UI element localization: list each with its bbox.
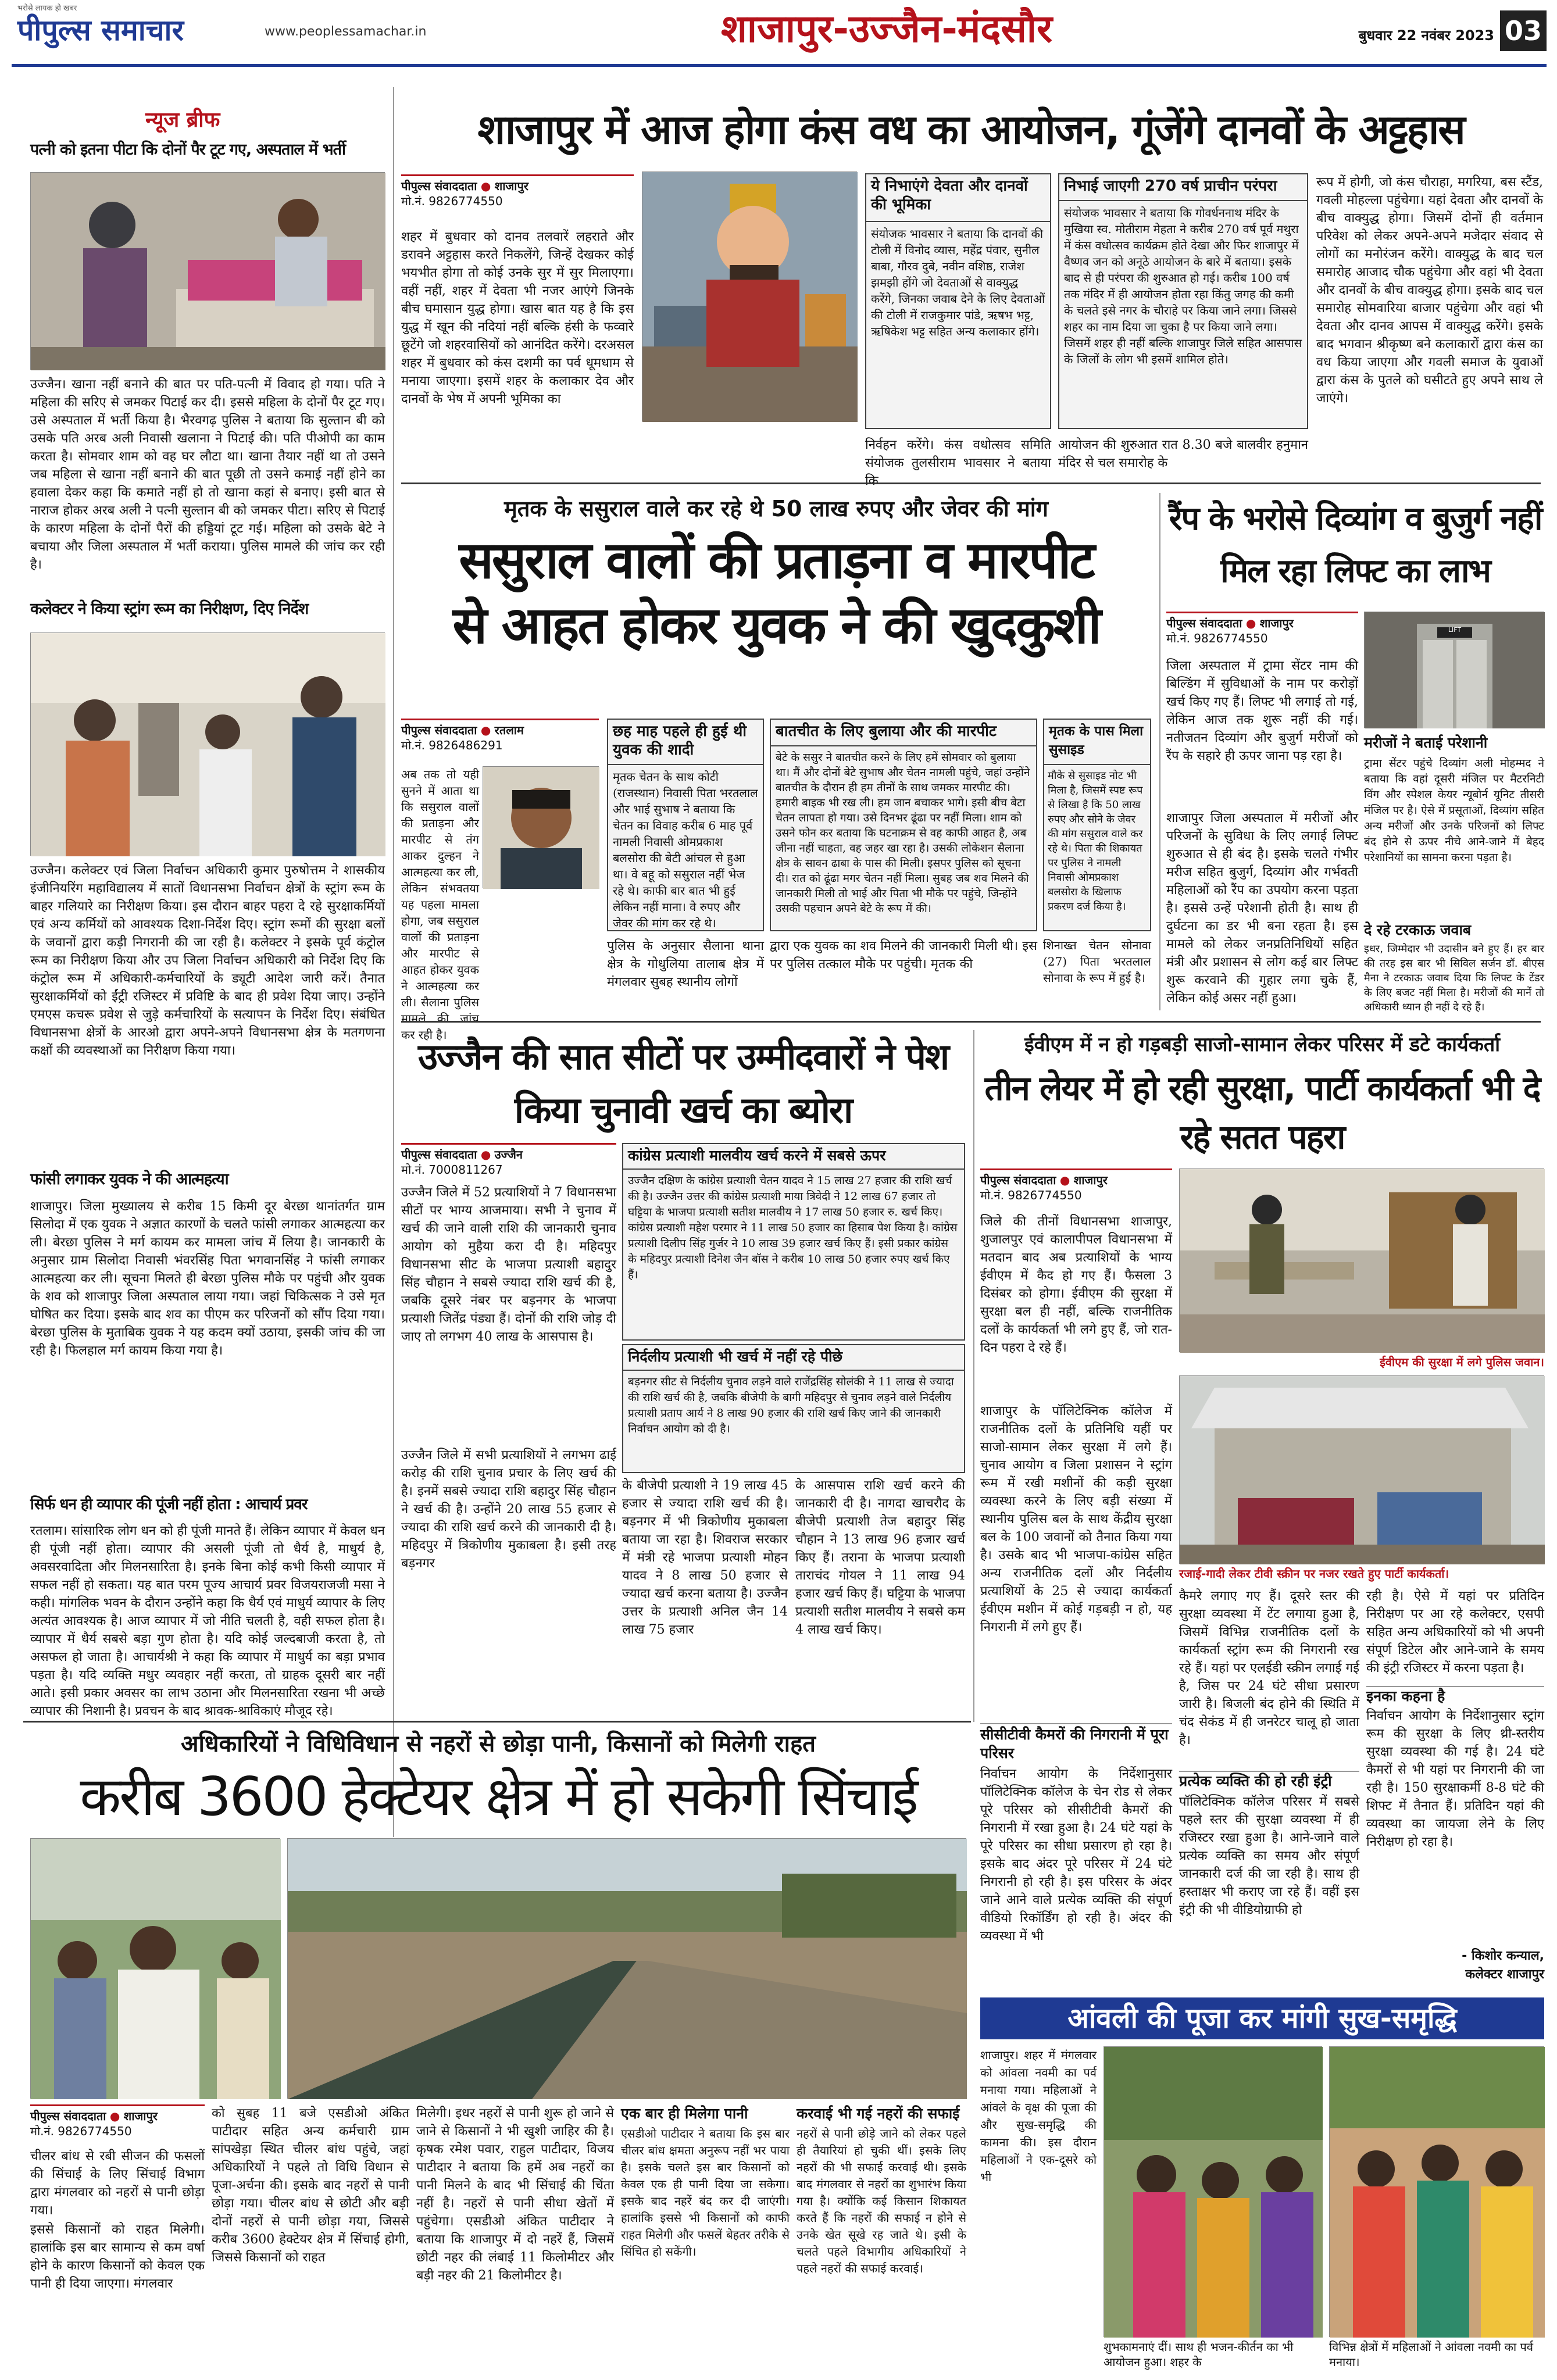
masthead-rule: [12, 64, 1547, 67]
canal-cleaning-heading: करवाई भी गई नहरों की सफाई: [797, 2105, 960, 2122]
brief-headline-4: सिर्फ धन ही व्यापार की पूंजी नहीं होता : आचार्य प्रवर: [30, 1496, 308, 1513]
evm-byline-mobile: मो.नं. 9826774550: [980, 1188, 1082, 1202]
suicide-byline-place: रतलाम: [494, 723, 524, 737]
kans-body-col1: शहर में बुधवार को दानव तलवारें लहराते और डरावने अट्टहास करते निकलेंगे, जिन्हें देखकर कोई भयभीत होगा तो कोई उनके सुर में सुर मिलाएगा। वहीं नहीं, शहर में देवता भी नजर आएंगे जिनके बीच घमासान युद्ध होगा। खास बात यह है कि इस युद्ध में खून की नदियां नहीं बल्कि हंसी के फव्वारे छूटेंगे जो शहरवासियों को आनंदित करेंगे। दरअसल शहर में बुधवार को कंस दशमी का पर्व धूमधाम से मनाया जाएगा। इसमें शहर के कलाकार देव और दानवों के भेष में अपनी भूमिका का: [401, 230, 634, 406]
issue-date: बुधवार 22 नवंबर 2023: [1358, 27, 1494, 44]
suicide-assault-box: [770, 719, 1037, 931]
kans-roles-title: ये निभाएंगे देवता और दानवों की भूमिका: [866, 174, 1050, 222]
kans-effigy-photo: [642, 171, 857, 421]
ramp-byline-name: पीपुल्स संवाददाता: [1166, 616, 1242, 630]
amla-body: शाजापुर। शहर में मंगलवार को आंवला नवमी का पर्व मनाया गया। महिलाओं ने आंवले के वृक्ष की पूजा की और सुख-समृद्धि की कामना की। इस दौरान महिलाओं ने एक-दूसरे को भी: [980, 2048, 1097, 2184]
kans-roles-tail: निर्वहन करेंगे। कंस वधोत्सव समिति संयोजक तुलसीराम भावसार ने बताया कि: [865, 438, 1051, 488]
suicide-headline-1: ससुराल वालों की प्रताड़ना व मारपीट: [459, 530, 1094, 590]
evm-byline-place: शाजापुर: [1073, 1173, 1108, 1187]
ujjain-byline-mobile: मो.नं. 7000811267: [401, 1163, 503, 1177]
kans-tradition-tail: आयोजन की शुरुआत रात 8.30 बजे बालवीर हनुमान मंदिर से चल समारोह के: [1058, 438, 1308, 470]
evm-statement-designation: कलेक्टर शाजापुर: [1465, 1967, 1544, 1982]
ramp-patients-body: ट्रामा सेंटर पहुंचे दिव्यांग अली मोहम्मद ने बताया कि वहां दूसरी मंजिल पर मैटरनिटी विंग और स्पेशल केयर न्यूबोर्न यूनिट तीसरी मंजिल पर है। ऐसे में प्रसूताओं, दिव्यांग सहित अन्य मरीजों और उनके परिजनों को लिफ्ट बंद होने से ऊपर नीचे आने-जाने में बेहद परेशानियों का सामना करना पड़ता है।: [1364, 757, 1544, 864]
kans-byline-mobile: मो.नं. 9826774550: [401, 194, 503, 208]
section-title: शाजापुर-उज्जैन-मंदसौर: [720, 6, 1053, 51]
evm-statement-body: निर्वाचन आयोग के निर्देशानुसार स्ट्रांग रूम की सुरक्षा के लिए थ्री-स्तरीय सुरक्षा व्यवस्था की गई है। 24 घंटे कैमरों से भी यहां पर निगरानी की जा रही है। 150 सुरक्षाकर्मी 8-8 घंटे की शिफ्ट में तैनात हैं। प्रतिदिन यहां की व्यवस्था का जायजा लेने के लिए निरीक्षण हो रहा है।: [1366, 1709, 1544, 1849]
evm-body-col4: रही है। ऐसे में यहां पर प्रतिदिन निरीक्षण पर आ रहे कलेक्टर, एसपी सहित अन्य अधिकारियों को भी अपनी संपूर्ण डिटेल और आने-जाने के समय की इंट्री रजिस्टर में करना पड़ता है।: [1366, 1589, 1544, 1675]
suicide-assault-body: बेटे के ससुर ने बातचीत करने के लिए हमें सोमवार को बुलाया था। मैं और दोनों बेटे सुभाष और चेतन नामली पहुंचे, जहां उन्होंने बातचीत के दौरान ही हम तीनों के साथ जमकर मारपीट की। हमारी बाइक भी रख ली। हम जान बचाकर भागे। इसी बीच बेटा चेतन लापता हो गया। उसे दिनभर ढूंढा पर नहीं मिला। शाम को उसने फोन कर बताया कि घटनाक्रम से वह काफी आहत है, अब जीना नहीं चाहता, वह जहर खा रहा है। उसकी लोकेशन सैलाना क्षेत्र के सावन ढाबा के पास की मिली। इसपर पुलिस को सूचना दी। रात को ढूंढा मगर चेतन नहीं मिला। सुबह जब शव मिलने की जानकारी मिली तो भाई और पिता भी मौके पर पहुंचे, जिन्होंने उसकी पहचान अपने बेटे के रूप में की।: [776, 751, 1030, 915]
ujjain-byline: [401, 1143, 616, 1181]
canal-water-photo: [287, 1838, 966, 2099]
suicide-byline-mobile: मो.नं. 9826486291: [401, 738, 503, 752]
ramp-headline: रैंप के भरोसे दिव्यांग व बुजुर्ग नहीं मिल रहा लिफ्ट का लाभ: [1169, 500, 1542, 590]
evm-byline-dot: ●: [1059, 1173, 1070, 1187]
ujjain-independent-box: [622, 1344, 965, 1473]
evm-police-photo: [1179, 1168, 1544, 1352]
evm-workers-photo-art: [1180, 1376, 1545, 1564]
lift-photo: [1364, 612, 1544, 728]
kans-byline-name: पीपुल्स संवाददाता: [401, 179, 477, 193]
canal-byline-place: शाजापुर: [123, 2109, 158, 2123]
brand-logo: पीपुल्स समाचार: [17, 13, 184, 47]
kans-headline: शाजापुर में आज होगा कंस वध का आयोजन, गूंजेंगे दानवों के अट्टहास: [477, 106, 1465, 153]
suicide-marriage-body: मृतक चेतन के साथ कोटी (राजस्थान) निवासी पिता भरतलाल और भाई सुभाष ने बताया कि चेतन का विवाह करीब 6 माह पूर्व नामली निवासी ओमप्रकाश बलसोरा की बेटी आंचल से हुआ था। वे बहू को ससुराल नहीं भेज रहे थे। काफी बार बात भी हुई लेकिन नहीं माना। वे रुपए और जेवर की मांग कर रहे थे।: [613, 770, 758, 930]
canal-headline: करीब 3600 हेक्टेयर क्षेत्र में हो सकेगी सिंचाई: [80, 1766, 917, 1828]
suicide-rule: [401, 1021, 1541, 1023]
brief-body-3: शाजापुर। जिला मुख्यालय से करीब 15 किमी दूर बेरछा थानांतर्गत ग्राम सिलोदा में एक युवक ने अज्ञात कारणों के चलते फांसी लगाकर आत्महत्या कर ली। बेरछा पुलिस ने मर्ग कायम कर मामला जांच में लिया है। जानकारी के अनुसार ग्राम सिलोदा निवासी भंवरसिंह पिता भगवानसिंह ने फांसी लगाकर आत्महत्या कर ली। सूचना मिलते ही बेरछा पुलिस मौके पर पहुंची और युवक के शव को शाजापुर जिला अस्पताल लाया गया। जहां चिकित्सक ने उसे मृत घोषित कर दिया। इसके बाद शव का पीएम कर परिजनों को सौंप दिया गया। बेरछा पुलिस के मुताबिक युवक ने यह कदम क्यों उठाया, इसकी जांच की जा रही है। फिलहाल मर्ग कायम किया गया है।: [30, 1199, 385, 1358]
canal-puja-photo: [30, 1838, 280, 2099]
evm-body-col1b: शाजापुर के पॉलिटेक्निक कॉलेज में राजनीतिक दलों के प्रतिनिधि यहीं पर साजो-सामान लेकर सुरक्षा में लगे हैं। चुनाव आयोग व जिला प्रशासन ने स्ट्रांग रूम में रखी मशीनों की कड़ी सुरक्षा व्यवस्था करने के लिए बड़ी संख्या में स्थानीय पुलिस बल के साथ केंद्रीय सुरक्षा बल के 100 जवानों को तैनात किया गया है। उसके बाद भी भाजपा-कांग्रेस सहित अन्य राजनीतिक दलों और निर्दलीय प्रत्याशियों के 25 से ज्यादा कार्यकर्ता ईवीएम मशीन में कोई गड़बड़ी न हो, यह निगरानी में लगे हुए हैं।: [980, 1404, 1172, 1635]
evm-workers-caption: रजाई-गादी लेकर टीवी स्क्रीन पर नजर रखते हुए पार्टी कार्यकर्ता।: [1179, 1567, 1449, 1581]
canal-rule: [23, 1721, 971, 1723]
ramp-patients-heading: मरीजों ने बताई परेशानी: [1364, 734, 1488, 751]
evm-workers-photo: [1179, 1375, 1544, 1564]
suicide-assault-title: बातचीत के लिए बुलाया और की मारपीट: [771, 720, 1036, 746]
evm-body-col1: जिले की तीनों विधानसभा शाजापुर, शुजालपुर एवं कालापीपल विधानसभा में मतदान बाद अब प्रत्याशियों के भाग्य ईवीएम में कैद हो गए हैं। फैसला 3 दिसंबर को होगा। ईवीएम की सुरक्षा में सुरक्षा बल ही नहीं, बल्कि राजनीतिक दलों के कार्यकर्ता भी लगे हुए हैं, जो रात-दिन पहरा दे रहे हैं।: [980, 1214, 1172, 1355]
evm-statement-heading: इनका कहना है: [1366, 1686, 1544, 1706]
suicide-byline-dot: ●: [480, 723, 491, 737]
ujjain-body-col3: के बीजेपी प्रत्याशी ने 19 लाख 45 हजार से ज्यादा राशि खर्च की है। बड़नगर में भी त्रिकोणीय मुकाबला बताया जा रहा है। शिवराज सरकार में मंत्री रहे भाजपा प्रत्याशी मोहन यादव ने 8 लाख 50 हजार से ज्यादा खर्च करना बताया है। उज्जैन उत्तर के प्रत्याशी अनिल जैन 14 लाख 75 हजार: [622, 1478, 788, 1637]
amla-photo-2: [1329, 2046, 1544, 2337]
canal-body-col1: चीलर बांध से रबी सीजन की फसलों की सिंचाई के लिए सिंचाई विभाग द्वारा मंगलवार को नहरों से पानी छोड़ा गया।: [30, 2149, 205, 2218]
kans-byline-place: शाजापुर: [494, 179, 528, 193]
kans-byline-dot: ●: [480, 179, 491, 193]
ramp-divider: [1159, 493, 1160, 1010]
suicide-kicker: मृतक के ससुराल वाले कर रहे थे 50 लाख रुपए और जेवर की मांग: [504, 496, 1048, 521]
ramp-body-2: शाजापुर जिला अस्पताल में मरीजों और परिजनों के सुविधा के लिए लगाई लिफ्ट शुरुआत से ही बंद है। इसके चलते गंभीर मरीज सहित बुजुर्ग, दिव्यांग और गर्भवती महिलाओं को रैंप का उपयोग करना पड़ता है। इससे उन्हें परेशानी होती है। साथ ही दुर्घटना का डर भी बना रहता है। इस मामले को लेकर जनप्रतिनिधियों सहित मंत्री और प्रशासन से लोग कई बार लिफ्ट शुरू करवाने की गुहार लगा चुके हैं, लेकिन कोई असर नहीं हुआ।: [1166, 811, 1358, 1006]
victim-photo-art: [483, 767, 599, 889]
evm-byline-name: पीपुल्स संवाददाता: [980, 1173, 1056, 1187]
evm-byline: [980, 1168, 1172, 1207]
brief-headline-1: पत्नी को इतना पीटा कि दोनों पैर टूट गए, अस्पताल में भर्ती: [30, 141, 345, 159]
victim-photo: [483, 766, 599, 888]
ujjain-congress-body: उज्जैन दक्षिण के कांग्रेस प्रत्याशी चेतन यादव ने 15 लाख 27 हजार की राशि खर्च की है। उज्जैन उत्तर की कांग्रेस प्रत्याशी माया त्रिवेदी ने 12 लाख 67 हजार तो घट्टिया के भाजपा प्रत्याशी सतीश मालवीय ने 17 लाख 50 हजार रु. खर्च किए। कांग्रेस प्रत्याशी महेश परमार ने 11 लाख 50 हजार का हिसाब पेश किया है। कांग्रेस प्रत्याशी दिलीप सिंह गुर्जर ने 10 लाख 39 हजार खर्च किए हैं। इसी प्रकार कांग्रेस के महिदपुर प्रत्याशी दिनेश जैन बॉस ने करीब 10 लाख 50 हजार रुपए खर्च किए हैं।: [628, 1174, 958, 1281]
kans-byline: [401, 174, 634, 215]
ramp-answer-heading: दे रहे टरकाऊ जवाब: [1364, 921, 1472, 938]
evm-headline: तीन लेयर में हो रही सुरक्षा, पार्टी कार्यकर्ता भी दे रहे सतत पहरा: [984, 1069, 1540, 1157]
amla-caption-1: शुभकामनाएं दीं। साथ ही भजन-कीर्तन का भी आयोजन हुआ। शहर के: [1104, 2340, 1294, 2369]
suicide-body-col1b: पुलिस के अनुसार सैलाना थाना क्षेत्र के गोधुलिया तालाब क्षेत्र में मंगलवार सुबह स्थानीय लोगों: [607, 939, 764, 989]
canal-body-col3: मिलेगी। इधर नहरों से पानी शुरू हो जाने से जाने से किसानों ने भी खुशी जाहिर की है। कृषक रमेश पवार, राहुल पाटीदार, विजय पाटीदार ने बताया कि हमें अब नहरों का पानी मिलने के बाद भी सिंचाई की चिंता नहीं है। नहरों से पानी सीधा खेतों में पहुंचेगा। एसडीओ अंकित पाटीदार ने बताया कि शाजापुर में दो नहरें हैं, जिसमें छोटी नहर की लंबाई 11 किलोमीटर और बड़ी नहर की 21 किलोमीटर है।: [416, 2106, 614, 2283]
ujjain-headline: उज्जैन की सात सीटों पर उम्मीदवारों ने पेश किया चुनावी खर्च का ब्योरा: [417, 1035, 949, 1131]
collector-photo: [30, 632, 385, 856]
ujjain-byline-place: उज्जैन: [494, 1148, 523, 1162]
canal-cleaning-body: नहरों से पानी छोड़े जाने को लेकर पहले ही तैयारियां हो चुकी थीं। इसके लिए नहरों की भी सफाई करवाई थी। इसके बाद मंगलवार से नहरों का शुभारंभ किया गया है। क्योंकि कई किसान शिकायत करते हैं कि नहरों की सफाई न होने से उनके खेत सूखे रह जाते थे। इसी के चलते पहले विभागीय अधिकारियों ने पहले नहरों की सफाई करवाई।: [797, 2127, 966, 2275]
news-brief-label: न्यूज ब्रीफ: [145, 108, 220, 132]
suicide-byline-name: पीपुल्स संवाददाता: [401, 723, 477, 737]
brief-headline-2: कलेक्टर ने किया स्ट्रांग रूम का निरीक्षण, दिए निर्देश: [30, 600, 309, 618]
ujjain-congress-box: [622, 1143, 965, 1341]
ujjain-independent-body: बड़नगर सीट से निर्दलीय चुनाव लड़ने वाले राजेंद्रसिंह सोलंकी ने 11 लाख से ज्यादा की राशि खर्च की है, जबकि बीजेपी के बागी महिदपुर से चुनाव लड़ने वाले निर्दलीय प्रत्याशी प्रताप आर्य ने 8 लाख 90 हजार की राशि खर्च किए जाने की जानकारी निर्वाचन आयोग को दी है।: [628, 1375, 954, 1435]
ramp-body-1: जिला अस्पताल में ट्रामा सेंटर नाम की बिल्डिंग में सुविधाओं के नाम पर करोड़ों खर्च किए गए हैं। लिफ्ट भी लगाई तो गई, लेकिन आज तक शुरू नहीं की गई। नतीजतन दिव्यांग और बुजुर्ग मरीजों को रैंप के सहारे ही ऊपर जाना पड़ रहा है।: [1166, 659, 1358, 763]
canal-kicker: अधिकारियों ने विधिविधान से नहरों से छोड़ा पानी, किसानों को मिलेगी राहत: [181, 1731, 816, 1757]
kans-body-col4: रूप में होगी, जो कंस चौराहा, मगरिया, बस स्टैंड, गवली मोहल्ला पहुंचेगा। यहां देवता और दानवों के बीच वाक्युद्ध होगा। जिसमें दोनों ही वर्तमान परिवेश को लेकर अपने-अपने मजेदार संवाद से लोगों का मनोरंजन करेंगे। वाक्युद्ध के बाद चल समारोह आजाद चौक पहुंचेगा और वहां भी देवता और दानवों के बीच वाक्युद्ध होगा। इसके बाद चल समारोह सोमवारिया बाजार पहुंचेगा और वहां भी देवता और दानव आपस में वाक्युद्ध करेंगे। इसके बाद भगवान श्रीकृष्ण बने कलाकारों द्वारा कंस का वध किया जाएगा और गवली समाज के युवाओं द्वारा कंस के पुतले को घसीटते हुए अपने साथ ले जाएंगे।: [1316, 175, 1543, 406]
canal-water-photo-art: [288, 1839, 967, 2099]
ramp-byline-dot: ●: [1245, 616, 1256, 630]
hospital-photo-art: [31, 173, 385, 370]
evm-entry-body: पॉलिटेक्निक कॉलेज परिसर में सबसे पहले स्तर की सुरक्षा व्यवस्था में ही रजिस्टर रखा हुआ है। आने-जाने वाले प्रत्येक व्यक्ति का समय और संपूर्ण जानकारी दर्ज की जा रही है। साथ ही हस्ताक्षर भी कराए जा रहे हैं। वहीं इस इंट्री की भी वीडियोग्राफी हो: [1179, 1795, 1359, 1917]
evm-police-photo-art: [1180, 1169, 1545, 1353]
ujjain-independent-title: निर्दलीय प्रत्याशी भी खर्च में नहीं रहे पीछे: [623, 1345, 964, 1371]
canal-once-heading: एक बार ही मिलेगा पानी: [621, 2105, 748, 2122]
ujjain-byline-name: पीपुल्स संवाददाता: [401, 1148, 477, 1162]
suicide-note-body: मौके से सुसाइड नोट भी मिला है, जिसमें स्पष्ट रूप से लिखा है कि 50 लाख रुपए और सोने के जेवर की मांग ससुराल वाले कर रहे थे। पिता की शिकायत पर पुलिस ने नामली निवासी ओमप्रकाश बलसोरा के खिलाफ प्रकरण दर्ज किया है।: [1048, 770, 1143, 913]
evm-statement-signature: - किशोर कन्याल,: [1462, 1949, 1544, 1963]
canal-puja-photo-art: [31, 1839, 281, 2099]
amla-photo-1: [1104, 2046, 1322, 2337]
ujjain-congress-title: कांग्रेस प्रत्याशी मालवीय खर्च करने में सबसे ऊपर: [623, 1144, 964, 1170]
ujjain-body-col1: उज्जैन जिले में 52 प्रत्याशियों ने 7 विधानसभा सीटों पर भाग्य आजमाया। सभी ने चुनाव में खर्च की जाने वाली राशि की जानकारी चुनाव आयोग को मुहैया करा दी है। महिदपुर विधानसभा सीट के भाजपा प्रत्याशी बहादुर सिंह चौहान ने सबसे ज्यादा राशि खर्च की है, जबकि दूसरे नंबर पर बड़नगर के भाजपा प्रत्याशी जितेंद्र पंड्या हैं। दोनों की राशि जोड़ दी जाए तो लगभग 40 लाख के आसपास है।: [401, 1185, 616, 1344]
suicide-marriage-title: छह माह पहले ही हुई थी युवक की शादी: [608, 720, 763, 765]
canal-once-body: एसडीओ पाटीदार ने बताया कि इस बार चीलर बांध क्षमता अनुरूप नहीं भर पाया है। इसके चलते इस बार किसानों को केवल एक ही पानी दिया जा सकेगा। इसके बाद नहरें बंद कर दी जाएंगी। हालांकि इससे भी किसानों को काफी राहत मिलेगी और फसलें बेहतर तरीके से सिंचित हो सकेंगी।: [621, 2127, 790, 2259]
suicide-body-col1: अब तक तो यही सुनने में आता था कि ससुराल वालों की प्रताड़ना और मारपीट से तंग आकर दुल्हन ने आत्महत्या कर ली, लेकिन संभवतया यह पहला मामला होगा, जब ससुराल वालों की प्रताड़ना और मारपीट से आहत होकर युवक ने आत्महत्या कर ली। सैलाना पुलिस मामले की जांच कर रही है।: [401, 767, 479, 1042]
collector-photo-art: [31, 633, 385, 856]
brief-body-1: उज्जैन। खाना नहीं बनाने की बात पर पति-पत्नी में विवाद हो गया। पति ने महिला की सरिए से जमकर पिटाई कर दी। इससे महिला के दोनों पैर टूट गए। उसे अस्पताल में भर्ती किया है। भैरवगढ़ पुलिस ने बताया कि सुल्तान बी को उसके पति अरब अली निवासी खलाना ने पिटाई की। पति पीओपी का काम करता है। सोमवार शाम को वह घर लौटा था। खाना तैयार नहीं था तो उसने जब महिला से खाना नहीं बनाने की बात पूछी तो उसने कमाई नहीं होने का हवाला देकर कहा कि कमाते नहीं हो तो खाना कहां से बनाए। इसी बात से नाराज होकर अरब अली ने पत्नी सुल्तान बी को जमकर पीटा। सरिए से पिटाई के कारण महिला के दोनों पैरों की हड्डियां टूट गई। महिला को उसके बेटे ने बचाया और जिला अस्पताल में भर्ती कराया। पुलिस मामले की जांच कर रही है।: [30, 377, 385, 572]
kans-tradition-box: [1058, 173, 1308, 429]
evm-cctv-heading: सीसीटीवी कैमरों की निगरानी में पूरा परिसर: [980, 1723, 1172, 1763]
masthead: [0, 0, 1557, 64]
brief-headline-3: फांसी लगाकर युवक ने की आत्महत्या: [30, 1170, 228, 1188]
canal-body-col2: को सुबह 11 बजे एसडीओ अंकित पाटीदार सहित अन्य कर्मचारी ग्राम सांपखेड़ा स्थित चीलर बांध पहुंचे, जहां अधिकारियों ने पहले तो विधि विधान से पूजा-अर्चना की। इसके बाद नहरों से पानी छोड़ा गया। चीलर बांध से छोटी और बड़ी दोनों नहरों से पानी छोड़ा गया, जिससे करीब 3600 हेक्टेयर क्षेत्र में सिंचाई होगी, जिससे किसानों को राहत: [212, 2106, 409, 2265]
canal-byline-mobile: मो.नं. 9826774550: [30, 2124, 132, 2138]
suicide-marriage-box: [607, 719, 764, 931]
ramp-answer-body: इधर, जिम्मेदार भी उदासीन बने हुए हैं। हर बार की तरह इस बार भी सिविल सर्जन डॉ. बीएस मैना ने टरकाऊ जवाब दिया कि लिफ्ट के टेंडर के लिए बजट नहीं मिला है। मरीजों की मानें तो अधिकारी ध्यान ही नहीं दे रहे हैं।: [1364, 943, 1544, 1013]
brand-tagline: भरोसे लायक हो खबर: [17, 4, 77, 13]
site-url[interactable]: www.peoplessamachar.in: [265, 24, 427, 39]
kans-roles-body: संयोजक भावसार ने बताया कि दानवों की टोली में विनोद व्यास, महेंद्र पंवार, सुनील बाबा, गौरव दुबे, नवीन वशिष्ठ, राजेश झमझी होंगे जो देवताओं से वाक्युद्ध करेंगे, जिनका जवाब देने के लिए देवताओं की टोली में राजकुमार पांडे, ऋषभ भट्ट, ऋषिकेश भट्ट सहित अन्य कलाकार होंगे।: [871, 227, 1045, 338]
evm-police-caption: ईवीएम की सुरक्षा में लगे पुलिस जवान।: [1380, 1355, 1544, 1369]
left-column-divider: [393, 87, 394, 1837]
ramp-byline: [1166, 612, 1358, 649]
hospital-photo: [30, 172, 385, 370]
suicide-headline-2: से आहत होकर युवक ने की खुदकुशी: [452, 595, 1100, 655]
brief-body-4: रतलाम। सांसारिक लोग धन को ही पूंजी मानते हैं। लेकिन व्यापार में केवल धन ही पूंजी नहीं होता। व्यापार की असली पूंजी तो धैर्य है, माधुर्य है, अवसरवादिता और मिलनसारिता है। इनके बिना कोई कभी किसी व्यापार में सफल नहीं हो सकता। यह बात परम पूज्य आचार्य प्रवर विजयराजजी मसा ने कही। मांगलिक भवन के दौरान उन्होंने कहा कि धैर्य एवं माधुर्य व्यापार के लिए अत्यंत आवश्यक है। आज व्यापार में जो नीति चलती है, वही सफल होता है। व्यापार में धैर्य सबसे बड़ा गुण होता है। यदि कोई जल्दबाजी करता है, तो असफल हो जाता है। आचार्यश्री ने कहा कि व्यापार में माधुर्य का बड़ा प्रभाव पड़ता है। यदि व्यक्ति मधुर व्यवहार नहीं करता, तो ग्राहक दूसरी बार नहीं आते। इसी प्रकार अवसर का लाभ उठाना और मिलनसारिता रखना भी अच्छे व्यापार की निशानी है। प्रवचन के बाद श्रावक-श्राविकाएं मौजूद रहे।: [30, 1524, 385, 1718]
amla-banner: आंवली की पूजा कर मांगी सुख-समृद्धि: [980, 1997, 1544, 2039]
kans-tradition-body: संयोजक भावसार ने बताया कि गोवर्धननाथ मंदिर के मुखिया स्व. मोतीराम मेहता ने करीब 270 वर्ष पूर्व मथुरा में कंस वधोत्सव कार्यक्रम होते देखा और फिर शाजापुर में वैष्णव जन को अनूठे आयोजन के बारे में बताया। इसके बाद से ही परंपरा की शुरुआत हो गई। करीब 100 वर्ष तक मंदिर में ही आयोजन होता रहा किंतु जगह की कमी के चलते इसे नगर के चौराहे पर किया जाने लगा। जिससे शहर का नाम दिया जा चुका है पर किया जाने लगा। जिसमें शहर ही नहीं बल्कि शाजापुर जिले सहित आसपास के जिलों के लोग भी इसमें शामिल होते।: [1064, 206, 1302, 366]
amla-photo-1-art: [1104, 2047, 1323, 2338]
kans-effigy-art: [642, 172, 858, 422]
ujjain-byline-dot: ●: [480, 1148, 491, 1162]
evm-kicker: ईवीएम में न हो गड़बड़ी साजो-सामान लेकर परिसर में डटे कार्यकर्ता: [1024, 1033, 1501, 1056]
evm-cctv-body: निर्वाचन आयोग के निर्देशानुसार पॉलिटेक्निक कॉलेज के चेन रोड से लेकर पूरे परिसर को सीसीटीवी कैमरों की निगरानी में रखा हुआ है। 24 घंटे यहां के पूरे परिसर का सीधा प्रसारण हो रहा है। इसके बाद अंदर पूरे परिसर में 24 घंटे निगरानी हो रही है। इस परिसर के अंदर जाने आने वाले प्रत्येक व्यक्ति की संपूर्ण वीडियो रिकॉर्डिंग हो रही है। अंदर की व्यवस्था में भी: [980, 1767, 1172, 1943]
canal-byline-dot: ●: [109, 2109, 120, 2123]
page-number: 03: [1500, 10, 1547, 51]
kans-rule: [401, 483, 1541, 484]
amla-photo-2-art: [1330, 2047, 1545, 2338]
brief-body-2: उज्जैन। कलेक्टर एवं जिला निर्वाचन अधिकारी कुमार पुरुषोत्तम ने शासकीय इंजीनियरिंग महाविद्यालय में सातों विधानसभा निर्वाचन क्षेत्रों के स्ट्रांग रूम के बाहर गलियारे का निरीक्षण किया। इस दौरान बाहर पहरा दे रहे सुरक्षाकर्मियों एवं अन्य कर्मियों को आवश्यक दिशा-निर्देश दिए। स्ट्रांग रूमों की सुरक्षा बलों के जवानों द्वारा कड़ी निगरानी की जा रही है। कलेक्टर ने इसके पूर्व कंट्रोल रूम का निरीक्षण किया और उप जिला निर्वाचन अधिकारी को निर्देश दिए कि कंट्रोल रूम में अधिकारी-कर्मचारियों के ड्यूटी आदेश जारी करें। तैनात सुरक्षाकर्मियों को ईंट्री रजिस्टर में प्रविष्टि के बाद ही प्रवेश दिया जाए। उन्होंने एमएस कचरू प्रवेश से जुड़े कर्मचारियों के सत्यापन के निर्देश दिए। संबंधित विधानसभा क्षेत्रों के आरओ द्वारा अपने-अपने विधानसभा क्षेत्र के मतगणना कक्षों की व्यवस्थाओं का निरीक्षण किया गया।: [30, 863, 385, 1058]
canal-body-col1b: इससे किसानों को राहत मिलेगी। हालांकि इस बार सामान्य से कम वर्षा होने के कारण किसानों को केवल एक पानी ही दिया जाएगा। मंगलवार: [30, 2222, 205, 2291]
suicide-assault-tail: द्वारा एक युवक का शव मिलने की जानकारी मिली थी। इस पर पुलिस तत्काल मौके पर पहुंची। मृतक की: [770, 939, 1037, 971]
suicide-note-title: मृतक के पास मिला सुसाइड: [1044, 720, 1150, 765]
suicide-note-tail: शिनाख्त चेतन सोनावा (27) पिता भरतलाल सोनावा के रूप में हुई है।: [1043, 938, 1151, 985]
canal-byline: [30, 2104, 205, 2143]
ujjain-body-col1b: उज्जैन जिले में सभी प्रत्याशियों ने लगभग ढाई करोड़ की राशि चुनाव प्रचार के लिए खर्च की है। इनमें सबसे ज्यादा राशि बहादुर सिंह चौहान ने खर्च की है। उन्होंने 20 लाख 55 हजार से ज्यादा की राशि खर्च करने की जानकारी दी है। महिदपुर में त्रिकोणीय मुकाबला है। इसी तरह बड़नगर: [401, 1448, 616, 1571]
kans-tradition-title: निभाई जाएगी 270 वर्ष प्राचीन परंपरा: [1059, 174, 1307, 201]
suicide-note-box: [1043, 719, 1151, 931]
kans-roles-box: [865, 173, 1051, 429]
canal-byline-name: पीपुल्स संवाददाता: [30, 2109, 106, 2123]
ramp-byline-place: शाजापुर: [1259, 616, 1294, 630]
amla-caption-2: विभिन्न क्षेत्रों में महिलाओं ने आंवला नवमी का पर्व मनाया।: [1329, 2340, 1534, 2369]
suicide-byline: [401, 719, 599, 757]
evm-divider: [973, 1030, 974, 1722]
evm-entry-heading: प्रत्येक व्यक्ति की हो रही इंट्री: [1179, 1771, 1359, 1791]
ujjain-body-col4: के आसपास राशि खर्च करने की जानकारी दी है। नागदा खाचरौद के बीजेपी प्रत्याशी तेज बहादुर सिंह चौहान ने 13 लाख 96 हजार खर्च किए हैं। तराना के भाजपा प्रत्याशी ताराचंद गोयल ने 11 लाख 94 हजार खर्च किए हैं। घट्टिया के भाजपा प्रत्याशी सतीश मालवीय ने सबसे कम 4 लाख खर्च किए।: [795, 1478, 965, 1637]
ramp-byline-mobile: मो.नं. 9826774550: [1166, 631, 1268, 645]
evm-body-col3: कैमरे लगाए गए हैं। दूसरे स्तर की सुरक्षा व्यवस्था में टेंट लगाया हुआ है, जिसमें विभिन्न राजनीतिक दलों के कार्यकर्ता स्ट्रांग रूम की निगरानी रख रहे हैं। यहां पर एलईडी स्क्रीन लगाई गई है, जिस पर 24 घंटे सीधा प्रसारण जारी है। बिजली बंद होने की स्थिति में चंद सेकंड में ही जनरेटर चालू हो जाता है।: [1179, 1589, 1359, 1748]
lift-sign: LIFT: [1448, 626, 1462, 634]
